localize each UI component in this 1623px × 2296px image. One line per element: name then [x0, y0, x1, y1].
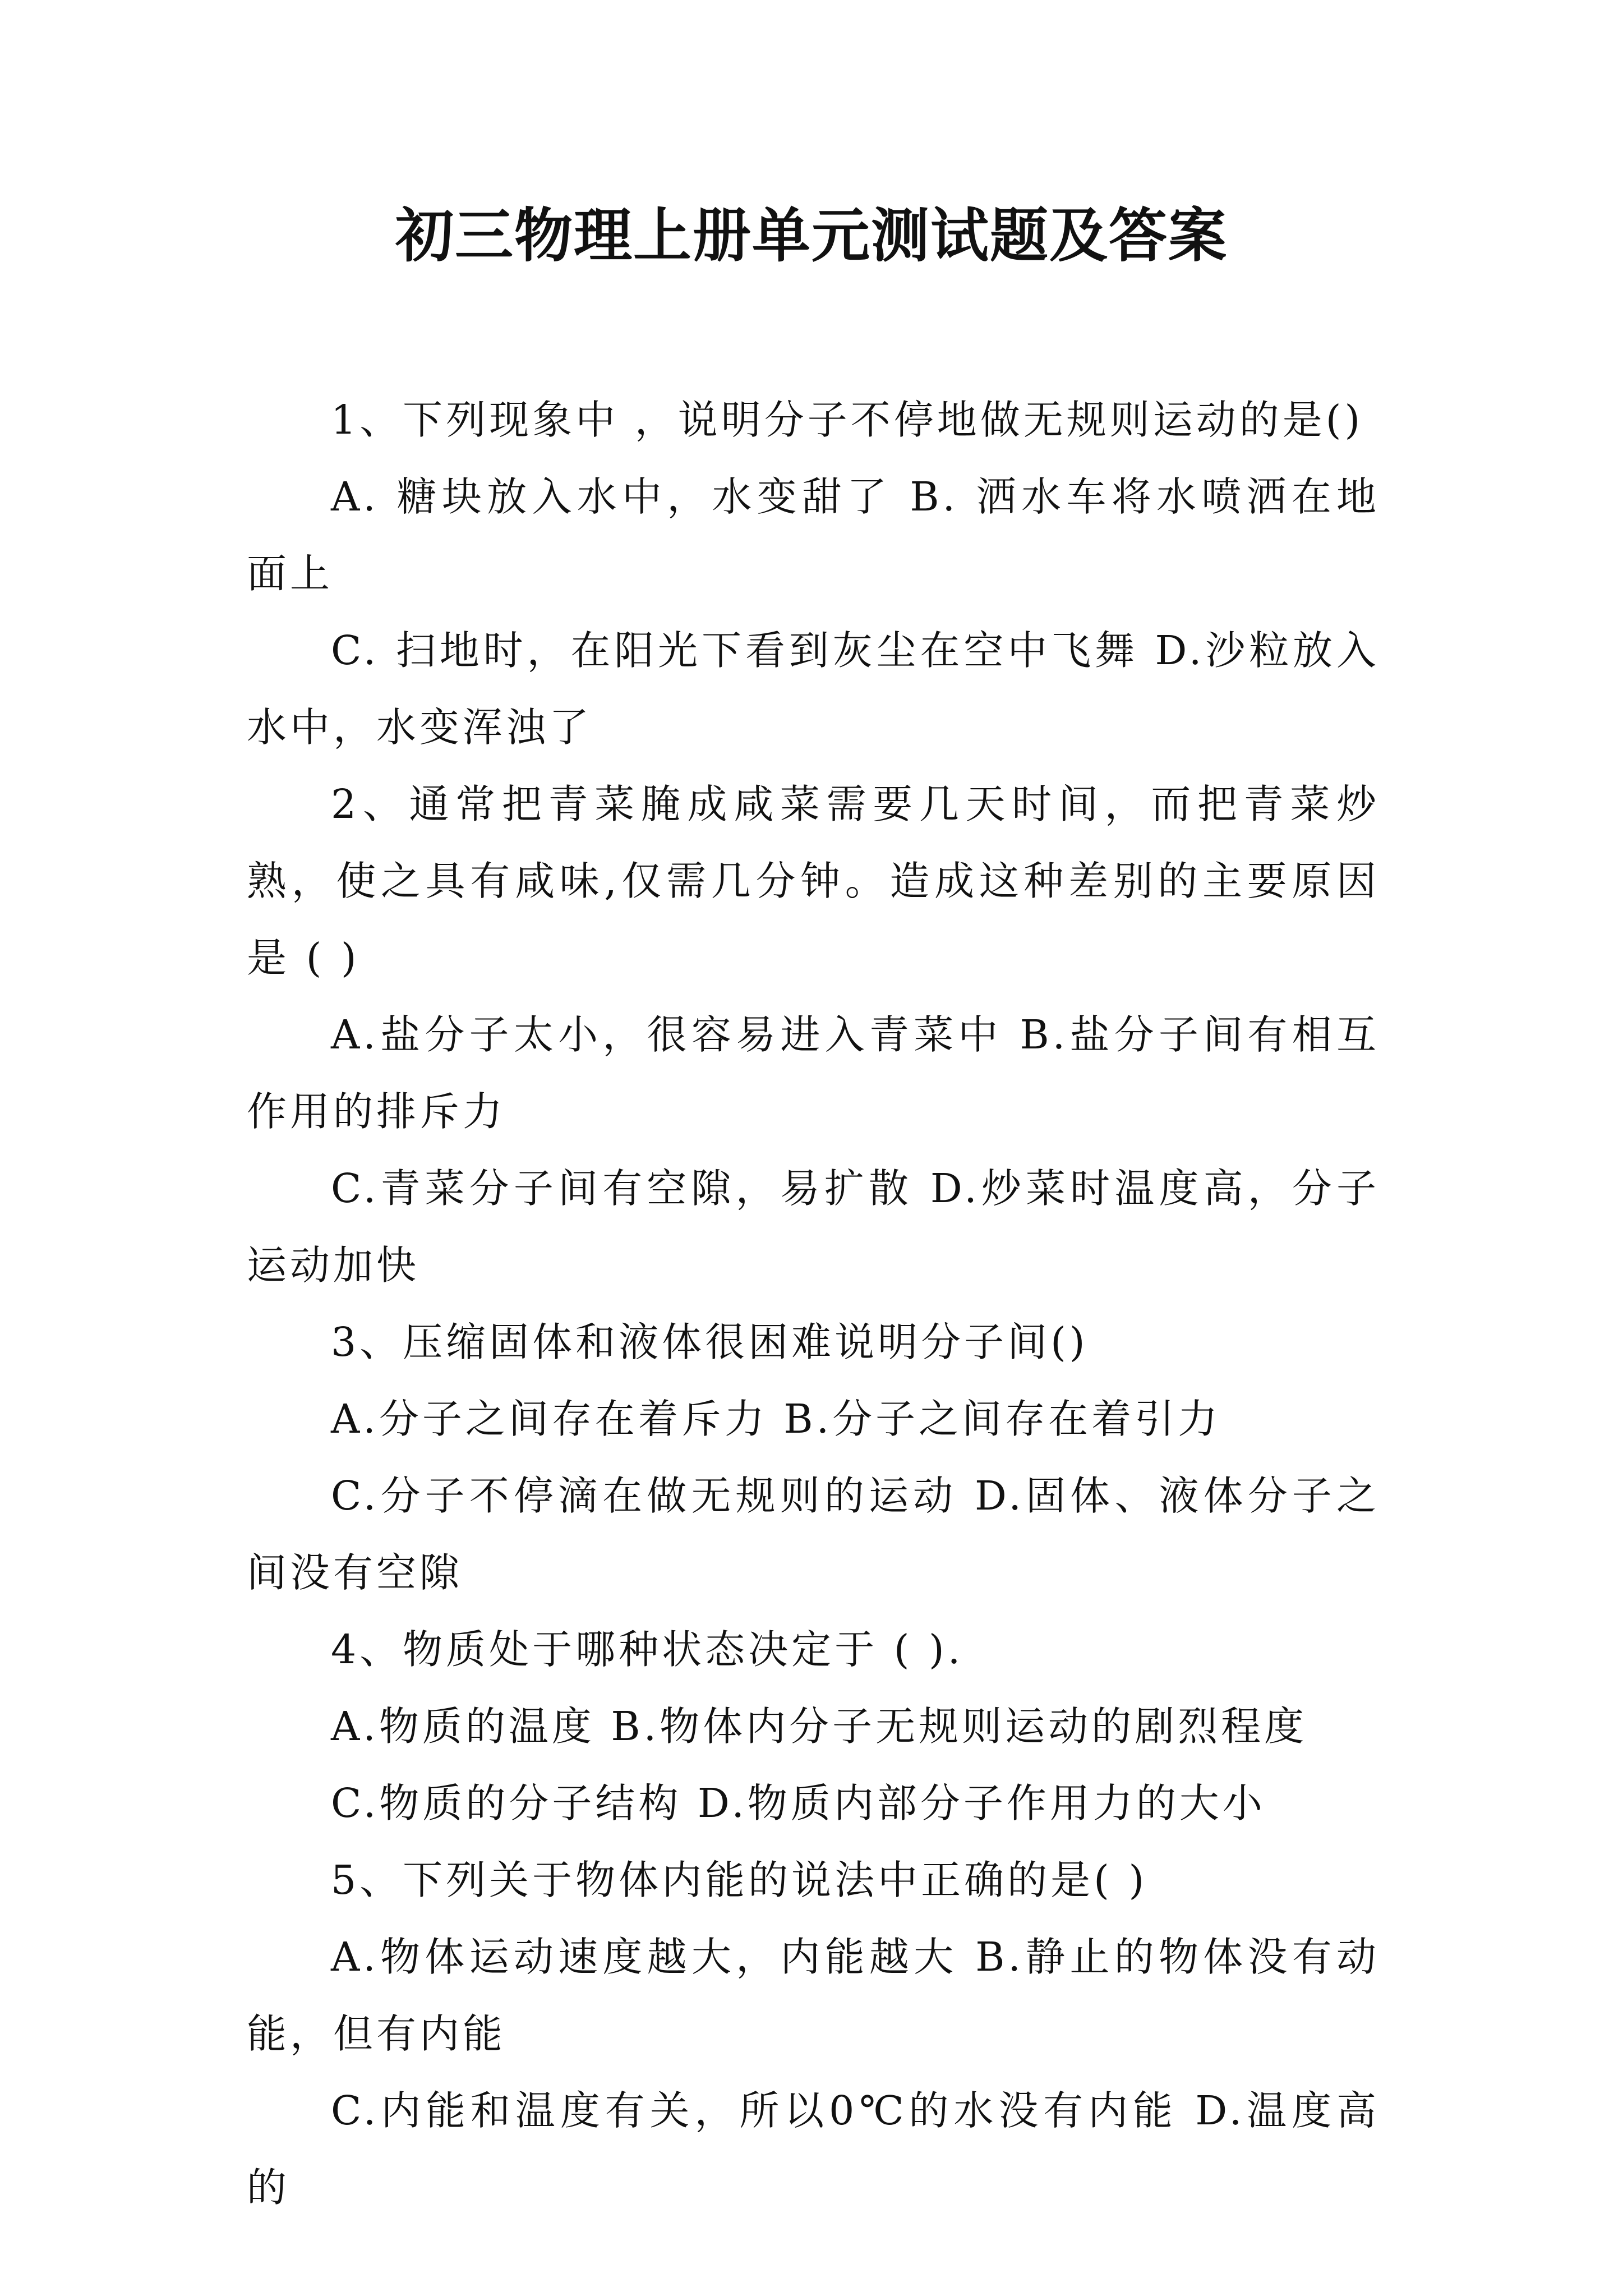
question-5-options-ab: A.物体运动速度越大，内能越大 B.静止的物体没有动能，但有内能 [247, 1934, 1380, 2057]
document-title: 初三物理上册单元测试题及答案 [395, 201, 1228, 270]
question-5-stem: 5、下列关于物体内能的说法中正确的是( ) [331, 1857, 1148, 1903]
question-3-options-cd: C.分子不停滴在做无规则的运动 D.固体、液体分子之间没有空隙 [247, 1473, 1380, 1596]
question-3-options-ab: A.分子之间存在着斥力 B.分子之间存在着引力 [331, 1396, 1221, 1442]
question-2-options-cd: C.青菜分子间有空隙，易扩散 D.炒菜时温度高，分子运动加快 [247, 1165, 1380, 1289]
question-1-options-ab: A. 糖块放入水中，水变甜了 B. 洒水车将水喷洒在地面上 [247, 473, 1380, 597]
question-1-options-cd: C. 扫地时，在阳光下看到灰尘在空中飞舞 D.沙粒放入水中，水变浑浊了 [247, 627, 1380, 751]
document-body [247, 381, 1380, 2226]
question-4-options-ab: A.物质的温度 B.物体内分子无规则运动的剧烈程度 [331, 1703, 1308, 1750]
question-3-stem: 3、压缩固体和液体很困难说明分子间() [331, 1319, 1089, 1365]
question-2-stem: 2、通常把青菜腌成咸菜需要几天时间，而把青菜炒熟，使之具有咸味,仅需几分钟。造成这种差别的主要原因是 ( ) [247, 781, 1380, 981]
question-4-options-cd: C.物质的分子结构 D.物质内部分子作用力的大小 [331, 1780, 1266, 1826]
question-1-stem: 1、下列现象中 ，说明分子不停地做无规则运动的是() [331, 397, 1364, 443]
question-5-options-cd: C.内能和温度有关，所以0℃的水没有内能 D.温度高的 [247, 2087, 1380, 2211]
question-4-stem: 4、物质处于哪种状态决定于 ( ). [331, 1626, 964, 1673]
question-2-options-ab: A.盐分子太小，很容易进入青菜中 B.盐分子间有相互作用的排斥力 [247, 1011, 1380, 1135]
